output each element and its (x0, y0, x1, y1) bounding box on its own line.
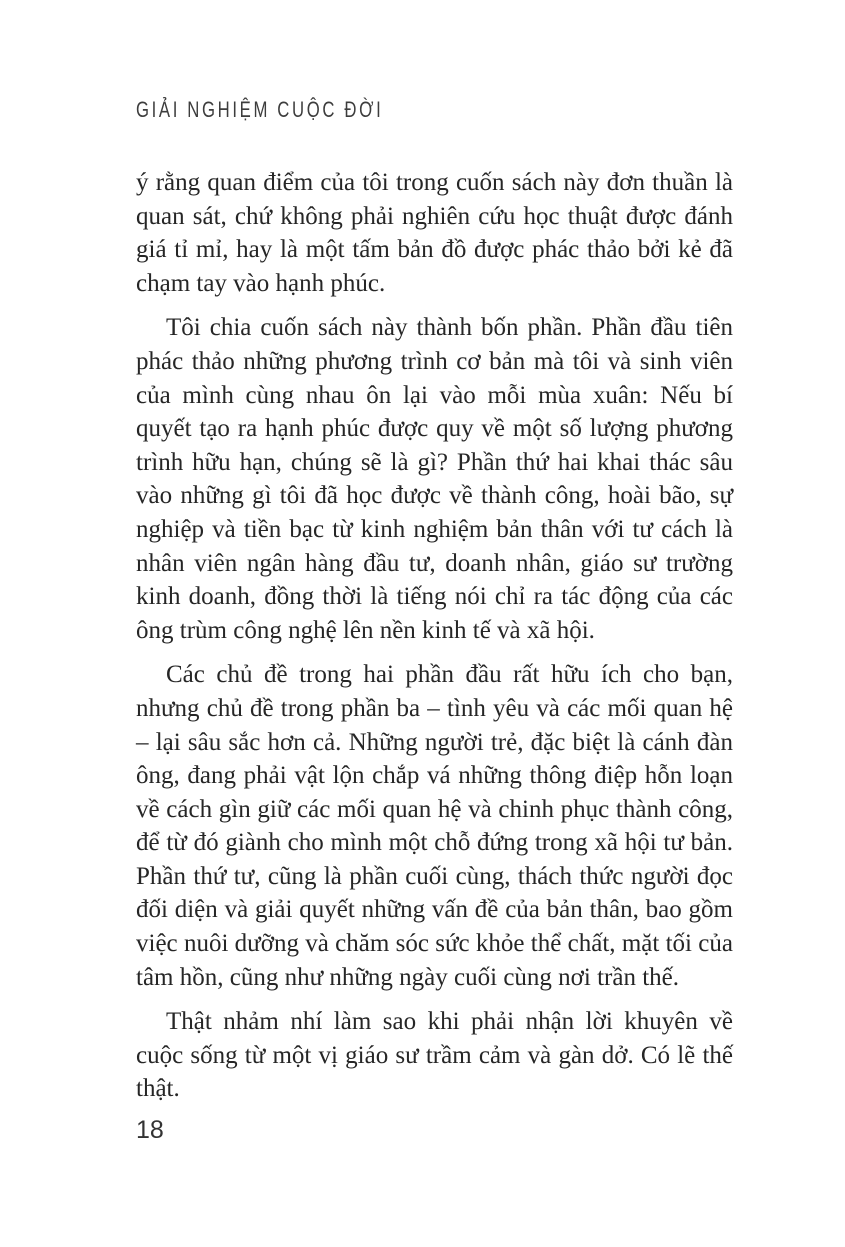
body-text (136, 166, 733, 1106)
paragraph-4: Thật nhảm nhí làm sao khi phải nhận lời khuyên về cuộc sống từ một vị giáo sư trầm cảm và gàn dở. Có lẽ thế thật. (136, 1008, 733, 1103)
paragraph-3: Các chủ đề trong hai phần đầu rất hữu ích cho bạn, nhưng chủ đề trong phần ba – tình yêu và các mối quan hệ – lại sâu sắc hơn cả. Những người trẻ, đặc biệt là cánh đàn ông, đang phải vật lộn chắp vá những thông điệp hỗn loạn về cách gìn giữ các mối quan hệ và chinh phục thành công, để từ đó giành cho mình một chỗ đứng trong xã hội tư bản. Phần thứ tư, cũng là phần cuối cùng, thách thức người đọc đối diện và giải quyết những vấn đề của bản thân, bao gồm việc nuôi dưỡng và chăm sóc sức khỏe thể chất, mặt tối của tâm hồn, cũng như những ngày cuối cùng nơi trần thế. (136, 661, 733, 991)
paragraph-2: Tôi chia cuốn sách này thành bốn phần. Phần đầu tiên phác thảo những phương trình cơ bản mà tôi và sinh viên của mình cùng nhau ôn lại vào mỗi mùa xuân: Nếu bí quyết tạo ra hạnh phúc được quy về một số lượng phương trình hữu hạn, chúng sẽ là gì? Phần thứ hai khai thác sâu vào những gì tôi đã học được về thành công, hoài bão, sự nghiệp và tiền bạc từ kinh nghiệm bản thân với tư cách là nhân viên ngân hàng đầu tư, doanh nhân, giáo sư trường kinh doanh, đồng thời là tiếng nói chỉ ra tác động của các ông trùm công nghệ lên nền kinh tế và xã hội. (136, 314, 733, 644)
running-header: GIẢI NGHIỆM CUỘC ĐỜI (136, 98, 384, 123)
page-number: 18 (136, 1116, 164, 1144)
paragraph-1: ý rằng quan điểm của tôi trong cuốn sách này đơn thuần là quan sát, chứ không phải nghiên cứu học thuật được đánh giá tỉ mỉ, hay là một tấm bản đồ được phác thảo bởi kẻ đã chạm tay vào hạnh phúc. (136, 169, 733, 297)
